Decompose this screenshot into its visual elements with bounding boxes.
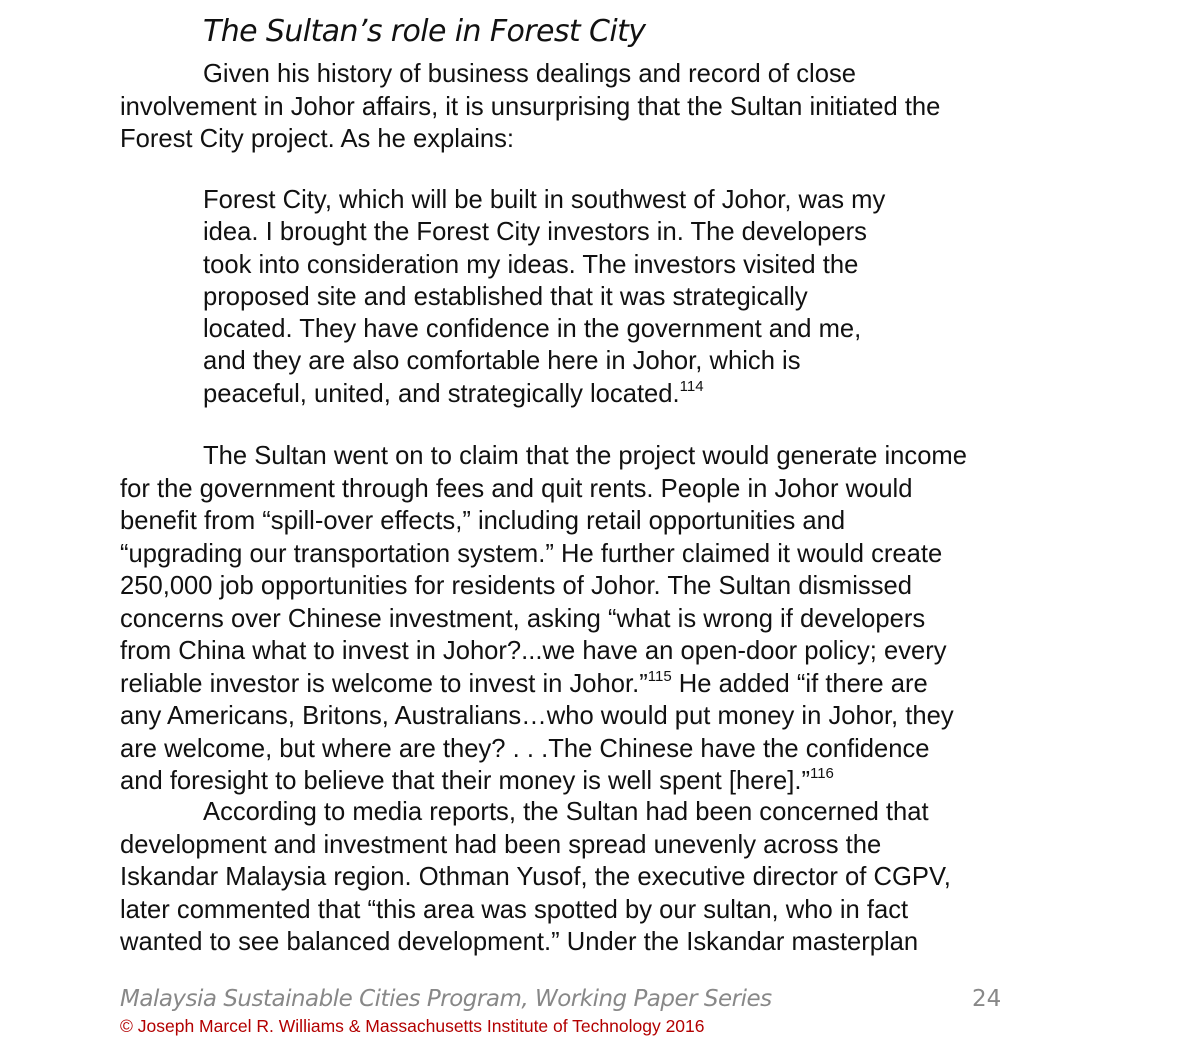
footnote-marker: 116 [809,765,834,782]
text-line: Iskandar Malaysia region. Othman Yusof, the executive director of CGPV, [120,863,951,891]
paragraph-2 [120,440,1110,798]
text-line: are welcome, but where are they? . . .The Chinese have the confidence [120,734,930,763]
quote-line [203,378,1023,410]
quote-line: located. They have confidence in the government and me, [203,315,862,344]
text-line: later commented that “this area was spotted by our sultan, who in fact [120,895,909,924]
quote-line-text: peaceful, united, and strategically located. [203,379,680,408]
quote-line: idea. I brought the Forest City investors in. The developers [203,218,867,247]
footer-series-title: Malaysia Sustainable Cities Program, Working Paper Series [120,986,772,1012]
text-line [120,765,1110,798]
copyright-notice: © Joseph Marcel R. Williams & Massachusetts Institute of Technology 2016 [120,1016,705,1036]
footnote-marker: 115 [647,667,672,685]
page-number: 24 [972,986,1002,1012]
text-line: benefit from “spill-over effects,” including retail opportunities and [120,507,846,535]
text-segment: and foresight to believe that their money is well spent [here].” [120,767,810,795]
quote-line: proposed site and established that it was strategically [203,282,808,311]
text-segment: reliable investor is welcome to invest in Johor.” [120,669,648,698]
text-line: The Sultan went on to claim that the project would generate income [203,442,967,470]
text-line: “upgrading our transportation system.” He further claimed it would create [120,539,943,568]
text-line: development and investment had been spread unevenly across the [120,830,882,859]
text-line: wanted to see balanced development.” Under the Iskandar masterplan [120,928,919,956]
text-line: concerns over Chinese investment, asking “what is wrong if developers [120,604,926,633]
section-heading: The Sultan’s role in Forest City [203,14,646,49]
text-line: Given his history of business dealings and record of close [203,60,856,88]
text-line: for the government through fees and quit rents. People in Johor would [120,474,913,503]
text-line: from China what to invest in Johor?...we have an open-door policy; every [120,637,947,665]
text-line: Forest City project. As he explains: [120,125,515,153]
quote-line: Forest City, which will be built in southwest of Johor, was my [203,186,886,214]
text-line: any Americans, Britons, Australians…who would put money in Johor, they [120,702,954,730]
text-line: 250,000 job opportunities for residents of Johor. The Sultan dismissed [120,572,912,600]
text-line: involvement in Johor affairs, it is unsurprising that the Sultan initiated the [120,92,941,121]
paragraph-3 [120,796,1110,959]
text-line: According to media reports, the Sultan had been concerned that [203,798,929,826]
text-line [120,668,1110,701]
footnote-marker: 114 [679,377,704,395]
quote-line: took into consideration my ideas. The investors visited the [203,250,859,279]
paragraph-1 [120,58,1110,156]
text-segment: He added “if there are [671,669,928,698]
block-quote [203,184,1023,410]
quote-line: and they are also comfortable here in Johor, which is [203,347,801,376]
